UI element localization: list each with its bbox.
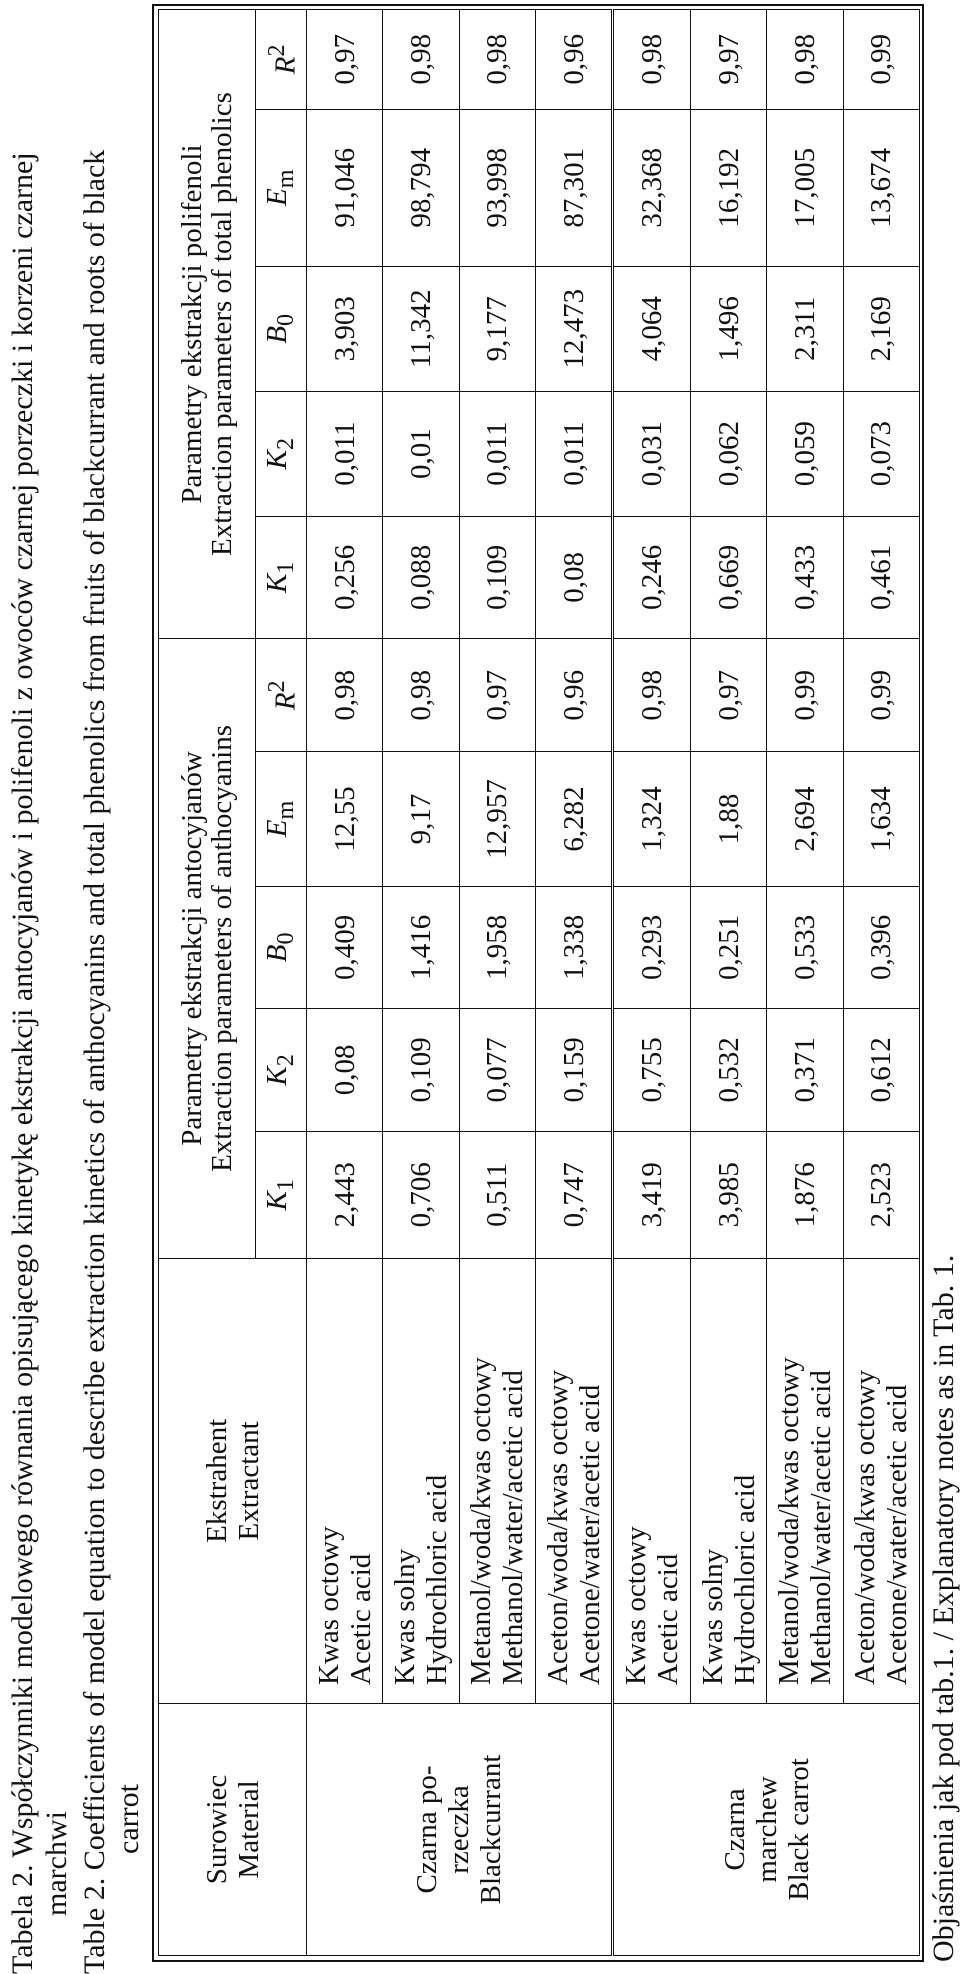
phen-value-cell: 0,246 xyxy=(613,516,690,639)
extractant-en: Acetone/water/acetic acid xyxy=(881,1384,914,1685)
phen-value-cell: 0,011 xyxy=(459,391,535,516)
phen-value-cell: 0,01 xyxy=(383,391,459,516)
phen-value-cell: 0,073 xyxy=(843,391,919,516)
material-header-pl: Surowiec xyxy=(200,1774,233,1885)
param-symbol: K xyxy=(260,573,293,594)
extractant-cell xyxy=(307,1258,383,1703)
caption-pl-line2: marchwi xyxy=(40,1811,73,1916)
phen-value-cell: 0,98 xyxy=(383,10,459,110)
table-row xyxy=(383,10,459,1956)
material-line: rzeczka xyxy=(443,1785,476,1874)
phen-value-cell: 0,031 xyxy=(613,391,690,516)
material-cell xyxy=(613,1703,920,1955)
caption-en-line2: carrot xyxy=(112,1784,145,1854)
phen-value-cell: 3,903 xyxy=(307,266,383,391)
extractant-cell xyxy=(383,1258,459,1703)
extractant-en: Hydrochloric acid xyxy=(728,1474,761,1685)
param-subscript: 0 xyxy=(271,313,299,326)
material-line: Black carrot xyxy=(782,1758,815,1901)
table-row xyxy=(843,10,919,1956)
phen-value-cell: 0,088 xyxy=(383,516,459,639)
anth-value-cell: 1,338 xyxy=(535,886,612,1009)
phen-value-cell: 0,98 xyxy=(459,10,535,110)
anth-value-cell: 0,99 xyxy=(843,639,919,752)
phen-value-cell: 0,98 xyxy=(613,10,690,110)
anth-value-cell: 1,416 xyxy=(383,886,459,1009)
anth-value-cell: 0,396 xyxy=(843,886,919,1009)
phen-value-cell: 0,433 xyxy=(767,516,843,639)
anth-value-cell: 0,755 xyxy=(613,1009,690,1132)
anthocyanins-header-pl: Parametry ekstrakcji antocyjanów xyxy=(176,751,208,1146)
anth-value-cell: 0,98 xyxy=(613,639,690,752)
phen-value-cell: 0,98 xyxy=(767,10,843,110)
param-symbol: E xyxy=(260,819,293,838)
param-subscript: 2 xyxy=(271,1054,299,1067)
extractant-pl: Aceton/woda/kwas octowy xyxy=(849,1370,882,1685)
param-subscript: 1 xyxy=(271,561,299,574)
param-symbol: E xyxy=(260,188,293,206)
phen-value-cell: 0,96 xyxy=(535,10,612,110)
param-subscript: m xyxy=(271,800,299,820)
phen-value-cell: 9,177 xyxy=(459,266,535,391)
anth-value-cell: 1,876 xyxy=(767,1131,843,1258)
phenolics-header-pl: Parametry ekstrakcji polifenoli xyxy=(176,144,208,504)
anth-value-cell: 1,88 xyxy=(690,752,766,886)
extractant-pl: Aceton/woda/kwas octowy xyxy=(541,1370,574,1685)
phen-param-3 xyxy=(256,109,307,266)
param-symbol: R xyxy=(269,56,302,75)
phen-value-cell: 0,109 xyxy=(459,516,535,639)
material-header xyxy=(159,1703,307,1955)
phenolics-header xyxy=(159,10,256,639)
phen-value-cell: 0,99 xyxy=(843,10,919,110)
extractant-cell xyxy=(843,1258,919,1703)
phen-value-cell: 0,08 xyxy=(535,516,612,639)
anth-value-cell: 0,08 xyxy=(307,1009,383,1132)
phen-param-4 xyxy=(256,10,307,110)
extractant-en: Hydrochloric acid xyxy=(420,1474,453,1685)
extractant-header xyxy=(159,1258,307,1703)
anth-value-cell: 9,17 xyxy=(383,752,459,886)
phen-value-cell: 93,998 xyxy=(459,109,535,266)
table-frame xyxy=(152,4,924,1962)
phen-param-0 xyxy=(256,516,307,639)
anth-value-cell: 6,282 xyxy=(535,752,612,886)
anth-value-cell: 0,159 xyxy=(535,1009,612,1132)
extractant-en: Methanol/water/acetic acid xyxy=(497,1370,530,1685)
phenolics-header-en: Extraction parameters of total phenolics xyxy=(206,92,238,556)
table-row xyxy=(690,10,766,1956)
anth-value-cell: 1,324 xyxy=(613,752,690,886)
param-symbol: B xyxy=(260,325,293,344)
caption-pl-line1: Tabela 2. Współczynniki modelowego równania opisującego kinetykę ekstrakcji antocyjanów i polifenoli z owoców czarnej porzeczki i korzeni czarnej xyxy=(6,152,39,1974)
anth-value-cell: 1,958 xyxy=(459,886,535,1009)
anth-param-4 xyxy=(256,639,307,752)
material-header-en: Material xyxy=(232,1780,265,1879)
anth-value-cell: 0,532 xyxy=(690,1009,766,1132)
table-row xyxy=(307,10,383,1956)
param-symbol: K xyxy=(260,1191,293,1211)
table-row xyxy=(613,10,690,1956)
phen-value-cell: 17,005 xyxy=(767,109,843,266)
anth-value-cell: 0,747 xyxy=(535,1131,612,1258)
extractant-pl: Metanol/woda/kwas octowy xyxy=(465,1357,498,1685)
phen-value-cell: 0,461 xyxy=(843,516,919,639)
anth-param-1 xyxy=(256,1009,307,1132)
anth-value-cell: 3,419 xyxy=(613,1131,690,1258)
param-superscript: 2 xyxy=(262,680,290,693)
material-cell xyxy=(307,1703,613,1955)
extractant-en: Acetic acid xyxy=(344,1553,377,1685)
param-symbol: R xyxy=(269,692,302,711)
extractant-pl: Kwas solny xyxy=(388,1548,421,1685)
anth-value-cell: 0,98 xyxy=(307,639,383,752)
anth-value-cell: 0,511 xyxy=(459,1131,535,1258)
param-symbol: K xyxy=(260,449,293,470)
param-superscript: 2 xyxy=(262,44,290,57)
anth-value-cell: 0,293 xyxy=(613,886,690,1009)
phen-value-cell: 1,496 xyxy=(690,266,766,391)
extractant-pl: Kwas solny xyxy=(696,1548,729,1685)
extractant-en: Acetic acid xyxy=(652,1553,685,1685)
extractant-cell xyxy=(459,1258,535,1703)
material-line: Czarna xyxy=(718,1788,751,1871)
phen-value-cell: 11,342 xyxy=(383,266,459,391)
phen-value-cell: 0,062 xyxy=(690,391,766,516)
anth-value-cell: 3,985 xyxy=(690,1131,766,1258)
anth-value-cell: 0,97 xyxy=(459,639,535,752)
phen-value-cell: 91,046 xyxy=(307,109,383,266)
anthocyanins-header-en: Extraction parameters of anthocyanins xyxy=(206,725,238,1172)
anth-value-cell: 0,612 xyxy=(843,1009,919,1132)
table-row xyxy=(535,10,612,1956)
extractant-cell xyxy=(613,1258,690,1703)
param-subscript: m xyxy=(271,169,299,189)
phen-value-cell: 0,256 xyxy=(307,516,383,639)
material-line: marchew xyxy=(750,1776,783,1883)
phen-value-cell: 87,301 xyxy=(535,109,612,266)
phen-value-cell: 0,011 xyxy=(307,391,383,516)
anth-param-0 xyxy=(256,1131,307,1258)
phen-value-cell: 13,674 xyxy=(843,109,919,266)
anth-value-cell: 0,98 xyxy=(383,639,459,752)
extractant-pl: Kwas octowy xyxy=(312,1526,345,1685)
explanatory-note: Objaśnienia jak pod tab.1. / Explanatory notes as in Tab. 1. xyxy=(927,1254,960,1962)
extractant-header-en: Extractant xyxy=(232,1421,265,1541)
table-row xyxy=(459,10,535,1956)
phen-value-cell: 9,97 xyxy=(690,10,766,110)
anth-value-cell: 2,523 xyxy=(843,1131,919,1258)
phen-value-cell: 16,192 xyxy=(690,109,766,266)
anth-value-cell: 12,957 xyxy=(459,752,535,886)
phen-value-cell: 98,794 xyxy=(383,109,459,266)
extractant-en: Acetone/water/acetic acid xyxy=(573,1384,606,1685)
phen-value-cell: 4,064 xyxy=(613,266,690,391)
anth-value-cell: 0,109 xyxy=(383,1009,459,1132)
caption-en-line1: Table 2. Coefficients of model equation to describe extraction kinetics of anthocyanins and total phenolics from fruits of blackcurrant and roots of black xyxy=(78,149,111,1974)
anth-value-cell: 0,96 xyxy=(535,639,612,752)
phen-value-cell: 32,368 xyxy=(613,109,690,266)
anth-param-3 xyxy=(256,752,307,886)
phen-value-cell: 2,311 xyxy=(767,266,843,391)
anth-value-cell: 0,251 xyxy=(690,886,766,1009)
material-line: Czarna po- xyxy=(411,1765,444,1894)
extractant-cell xyxy=(690,1258,766,1703)
table-row xyxy=(767,10,843,1956)
phen-value-cell: 2,169 xyxy=(843,266,919,391)
phen-value-cell: 0,669 xyxy=(690,516,766,639)
phen-value-cell: 0,97 xyxy=(307,10,383,110)
phen-value-cell: 0,011 xyxy=(535,391,612,516)
extractant-pl: Kwas octowy xyxy=(620,1526,653,1685)
param-symbol: B xyxy=(260,944,293,963)
anth-value-cell: 0,409 xyxy=(307,886,383,1009)
coefficients-table xyxy=(158,9,920,1956)
anth-value-cell: 2,694 xyxy=(767,752,843,886)
param-subscript: 2 xyxy=(271,437,299,450)
extractant-header-pl: Ekstrahent xyxy=(200,1418,233,1543)
phen-value-cell: 0,059 xyxy=(767,391,843,516)
anth-value-cell: 0,077 xyxy=(459,1009,535,1132)
param-subscript: 1 xyxy=(271,1179,299,1192)
param-subscript: 0 xyxy=(271,932,299,945)
phen-param-1 xyxy=(256,391,307,516)
extractant-pl: Metanol/woda/kwas octowy xyxy=(772,1357,805,1685)
anth-value-cell: 0,97 xyxy=(690,639,766,752)
phen-param-2 xyxy=(256,266,307,391)
anth-value-cell: 12,55 xyxy=(307,752,383,886)
anth-value-cell: 2,443 xyxy=(307,1131,383,1258)
anth-value-cell: 0,533 xyxy=(767,886,843,1009)
anth-value-cell: 0,99 xyxy=(767,639,843,752)
param-symbol: K xyxy=(260,1066,293,1086)
table-body xyxy=(307,10,920,1956)
anth-value-cell: 0,371 xyxy=(767,1009,843,1132)
material-line: Blackcurrant xyxy=(475,1754,508,1905)
extractant-cell xyxy=(535,1258,612,1703)
anth-param-2 xyxy=(256,886,307,1009)
extractant-en: Methanol/water/acetic acid xyxy=(804,1370,837,1685)
anth-value-cell: 1,634 xyxy=(843,752,919,886)
anthocyanins-header xyxy=(159,639,256,1259)
anth-value-cell: 0,706 xyxy=(383,1131,459,1258)
extractant-cell xyxy=(767,1258,843,1703)
phen-value-cell: 12,473 xyxy=(535,266,612,391)
